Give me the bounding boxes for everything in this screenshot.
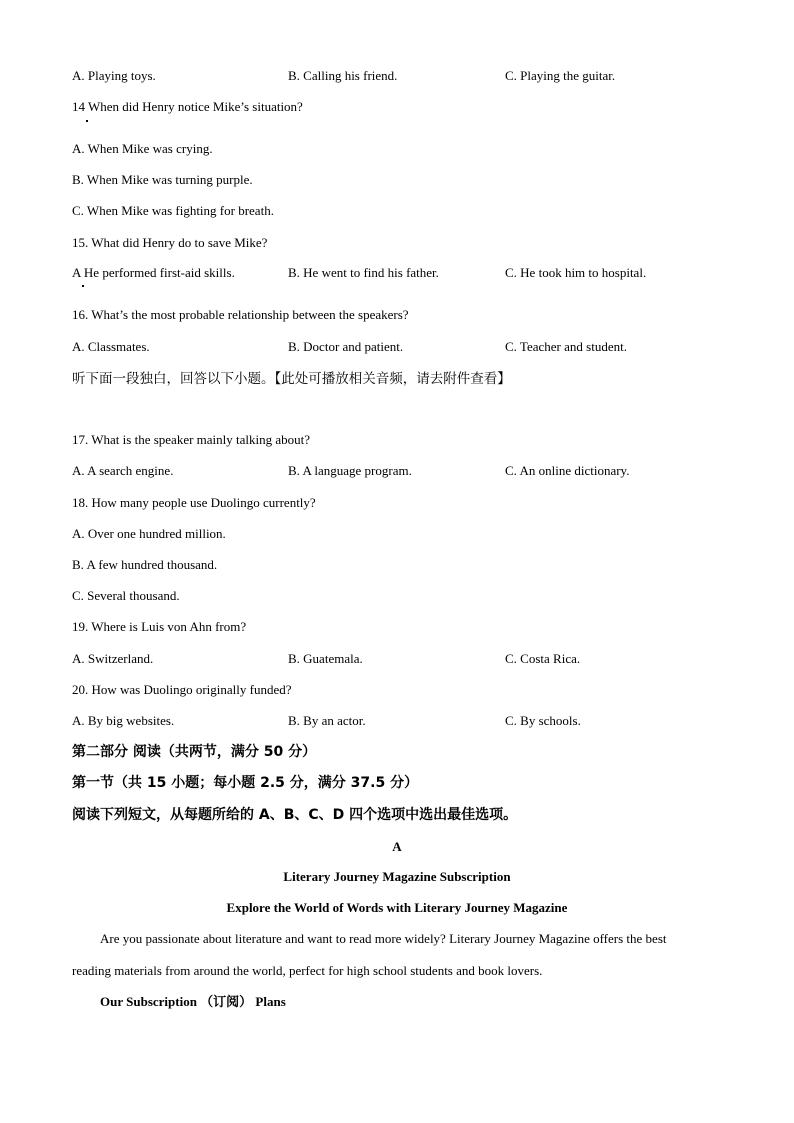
q15-question: 15. What did Henry do to save Mike? bbox=[72, 235, 268, 250]
q17-option-c: C. An online dictionary. bbox=[505, 463, 630, 478]
q13-option-c: C. Playing the guitar. bbox=[505, 68, 616, 83]
q19-question: 19. Where is Luis von Ahn from? bbox=[72, 619, 247, 634]
q20-option-b: B. By an actor. bbox=[288, 713, 366, 728]
passage-title: Literary Journey Magazine Subscription bbox=[283, 869, 511, 884]
q14-option-b: B. When Mike was turning purple. bbox=[72, 172, 253, 187]
q15-option-a: A He performed first-aid skills. bbox=[72, 265, 235, 280]
q14-question: 14 When did Henry notice Mike’s situation? bbox=[72, 99, 303, 114]
q15-option-c: C. He took him to hospital. bbox=[505, 265, 647, 280]
passage-subtitle: Explore the World of Words with Literary Journey Magazine bbox=[226, 900, 568, 915]
passage-paragraph-line-1: Are you passionate about literature and want to read more widely? Literary Journey Magazine offers the best bbox=[100, 931, 667, 946]
q19-option-c: C. Costa Rica. bbox=[505, 651, 581, 666]
q19-options bbox=[72, 651, 722, 667]
q18-question: 18. How many people use Duolingo currently? bbox=[72, 495, 316, 510]
q18-option-a: A. Over one hundred million. bbox=[72, 526, 226, 541]
q14-option-c: C. When Mike was fighting for breath. bbox=[72, 203, 274, 218]
q15-options bbox=[72, 265, 722, 281]
reading-instruction: 阅读下列短文，从每题所给的 A、B、C、D 四个选项中选出最佳选项。 bbox=[72, 807, 518, 823]
q20-options bbox=[72, 713, 722, 729]
q18-option-b: B. A few hundred thousand. bbox=[72, 557, 218, 572]
q19-option-b: B. Guatemala. bbox=[288, 651, 363, 666]
q19-option-a: A. Switzerland. bbox=[72, 651, 154, 666]
q17-option-a: A. A search engine. bbox=[72, 463, 174, 478]
q18-option-c: C. Several thousand. bbox=[72, 588, 180, 603]
q13-options bbox=[72, 68, 722, 84]
q20-option-c: C. By schools. bbox=[505, 713, 581, 728]
q14-mark-dot bbox=[86, 120, 88, 122]
section1-heading: 第一节（共 15 小题；每小题 2.5 分，满分 37.5 分） bbox=[72, 775, 419, 791]
q15-option-b: B. He went to find his father. bbox=[288, 265, 439, 280]
q13-option-b: B. Calling his friend. bbox=[288, 68, 398, 83]
q17-options bbox=[72, 463, 722, 479]
q20-option-a: A. By big websites. bbox=[72, 713, 175, 728]
q16-option-c: C. Teacher and student. bbox=[505, 339, 627, 354]
q17-question: 17. What is the speaker mainly talking about? bbox=[72, 432, 311, 447]
q16-question: 16. What’s the most probable relationship between the speakers? bbox=[72, 307, 409, 322]
q15-mark-dot bbox=[82, 285, 84, 287]
passage-paragraph-line-2: reading materials from around the world, perfect for high school students and book lovers. bbox=[72, 963, 543, 978]
monologue-instruction: 听下面一段独白，回答以下小题。【此处可播放相关音频，请去附件查看】 bbox=[72, 371, 511, 387]
q20-question: 20. How was Duolingo originally funded? bbox=[72, 682, 292, 697]
passage-letter: A bbox=[392, 839, 402, 854]
subscription-plans-heading: Our Subscription （订阅） Plans bbox=[100, 994, 286, 1009]
q16-option-a: A. Classmates. bbox=[72, 339, 150, 354]
q16-options bbox=[72, 339, 722, 355]
part2-heading: 第二部分 阅读（共两节，满分 50 分） bbox=[72, 744, 317, 760]
q17-option-b: B. A language program. bbox=[288, 463, 412, 478]
q16-option-b: B. Doctor and patient. bbox=[288, 339, 404, 354]
q13-option-a: A. Playing toys. bbox=[72, 68, 156, 83]
q14-option-a: A. When Mike was crying. bbox=[72, 141, 213, 156]
